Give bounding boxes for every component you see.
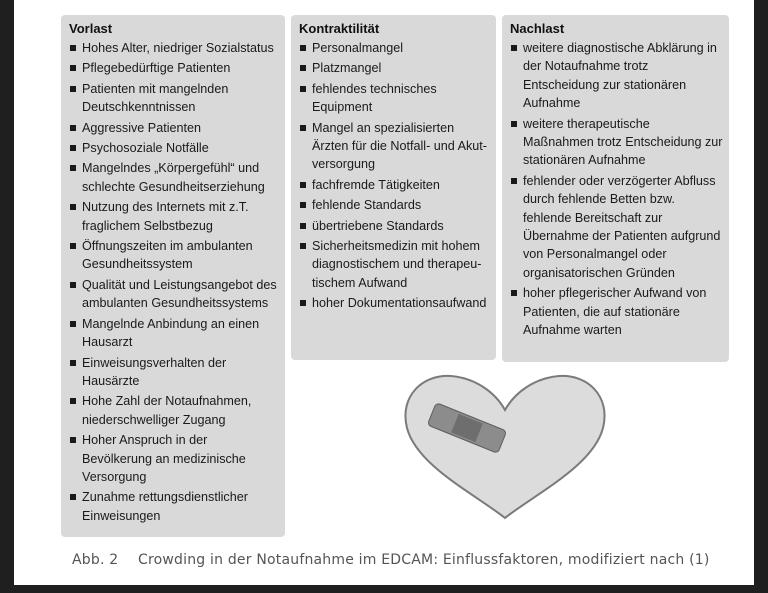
nachlast-title: Nachlast <box>510 21 565 36</box>
list-item: Patienten mit mangelnden Deutschkenntnissen <box>69 80 279 117</box>
figure-caption-text: Crowding in der Notaufnahme im EDCAM: Einflussfaktoren, modifiziert nach (1) <box>138 552 710 568</box>
vorlast-list <box>69 39 279 525</box>
list-item: Nutzung des Internets mit z.T. fraglichem Selbstbezug <box>69 198 279 235</box>
figure-caption <box>72 552 710 568</box>
list-item: Pflegebedürftige Patienten <box>69 59 279 77</box>
kontraktilitaet-title: Kontraktilität <box>299 21 380 36</box>
list-item: Psychosoziale Notfälle <box>69 139 279 157</box>
vorlast-title: Vorlast <box>69 21 113 36</box>
list-item: Mangelnde Anbindung an einen Hausarzt <box>69 315 279 352</box>
kontraktilitaet-panel <box>291 15 496 360</box>
nachlast-list <box>510 39 723 340</box>
list-item: hoher pflegerischer Aufwand von Patienten, die auf stationäre Aufnahme warten <box>510 284 723 339</box>
list-item: Sicherheitsmedizin mit hohem diagnostischem und therapeu-tischem Aufwand <box>299 237 490 292</box>
list-item: Hoher Anspruch in der Bevölkerung an medizinische Versorgung <box>69 431 279 486</box>
list-item: fehlende Standards <box>299 196 490 214</box>
list-item: Hohe Zahl der Notaufnahmen, niederschwelliger Zugang <box>69 392 279 429</box>
list-item: Einweisungsverhalten der Hausärzte <box>69 354 279 391</box>
nachlast-panel <box>502 15 729 362</box>
list-item: Mangel an spezialisierten Ärzten für die Notfall- und Akut-versorgung <box>299 119 490 174</box>
list-item: Aggressive Patienten <box>69 119 279 137</box>
list-item: fehlendes technisches Equipment <box>299 80 490 117</box>
kontraktilitaet-list <box>299 39 490 313</box>
figure-page <box>14 0 754 585</box>
list-item: weitere therapeutische Maßnahmen trotz Entscheidung zur stationären Aufnahme <box>510 115 723 170</box>
heart-shape <box>405 376 604 518</box>
list-item: Platzmangel <box>299 59 490 77</box>
list-item: fachfremde Tätigkeiten <box>299 176 490 194</box>
list-item: übertriebene Standards <box>299 217 490 235</box>
list-item: fehlender oder verzögerter Abfluss durch fehlende Betten bzw. fehlende Bereitschaft zur Übernahme der Patienten aufgrund von Personalmangel oder organisatorischen Gründen <box>510 172 723 282</box>
list-item: hoher Dokumentationsaufwand <box>299 294 490 312</box>
list-item: Qualität und Leistungsangebot des ambulanten Gesundheitssystems <box>69 276 279 313</box>
vorlast-panel <box>61 15 285 537</box>
list-item: Mangelndes „Körpergefühl“ und schlechte Gesundheitserziehung <box>69 159 279 196</box>
list-item: weitere diagnostische Abklärung in der Notaufnahme trotz Entscheidung zur stationären Aufnahme <box>510 39 723 113</box>
list-item: Öffnungszeiten im ambulanten Gesundheitssystem <box>69 237 279 274</box>
list-item: Zunahme rettungsdienstlicher Einweisungen <box>69 488 279 525</box>
figure-number: Abb. 2 <box>72 552 119 568</box>
list-item: Personalmangel <box>299 39 490 57</box>
heart-with-bandage-icon <box>395 366 615 526</box>
list-item: Hohes Alter, niedriger Sozialstatus <box>69 39 279 57</box>
